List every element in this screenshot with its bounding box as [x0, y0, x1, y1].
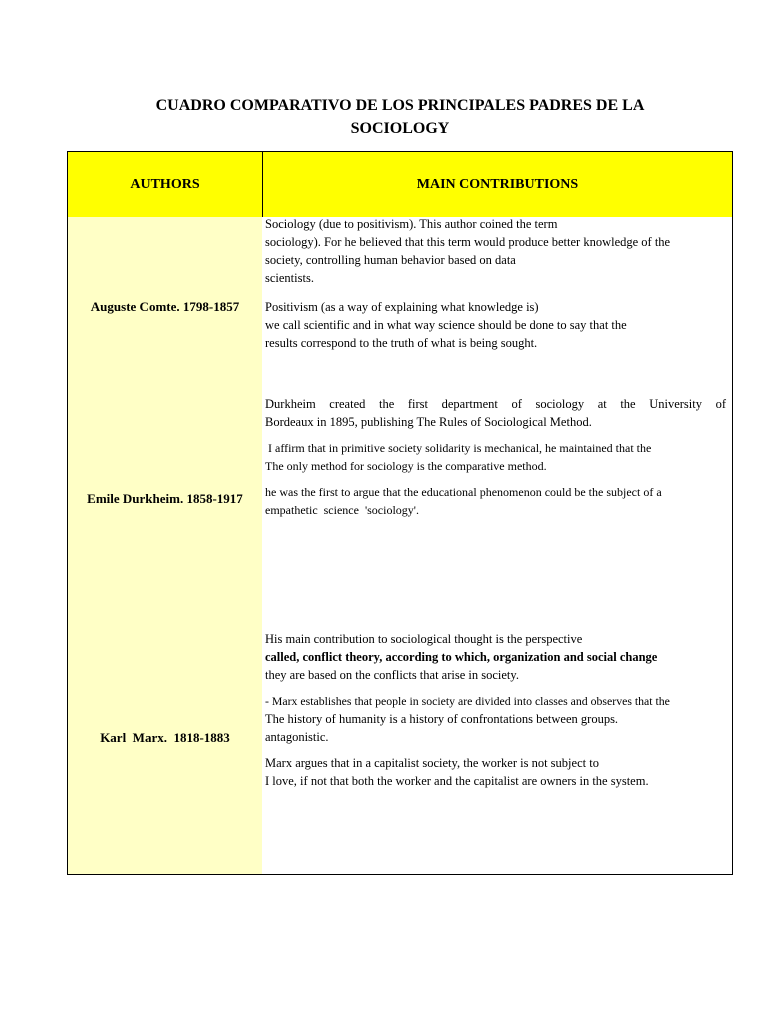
contributions-cell-marx	[262, 602, 733, 875]
text-line: I love, if not that both the worker and the capitalist are owners in the system.	[265, 774, 649, 788]
text-line: results correspond to the truth of what is being sought.	[265, 336, 538, 350]
text-line: His main contribution to sociological thought is the perspective	[265, 632, 583, 646]
text-line: Marx argues that in a capitalist society, the worker is not subject to	[265, 756, 599, 770]
text-line: empathetic science 'sociology'.	[265, 503, 419, 517]
contributions-cell-durkheim	[262, 396, 733, 603]
text-line: we call scientific and in what way science should be done to say that the	[265, 318, 627, 332]
title-line-2: SOCIOLOGY	[350, 120, 450, 137]
text-line: Sociology (due to positivism). This author coined the term	[265, 217, 558, 231]
text-line: they are based on the conflicts that arise in society.	[265, 668, 519, 682]
text-line: Durkheim created the first department of sociology at the University of	[265, 397, 726, 411]
text-line: called, conflict theory, according to which, organization and social change	[265, 650, 658, 664]
header-authors: AUTHORS	[67, 151, 263, 218]
text-line: I affirm that in primitive society solidarity is mechanical, he maintained that the	[265, 441, 652, 455]
text-line: Positivism (as a way of explaining what knowledge is)	[265, 300, 539, 314]
text-line: antagonistic.	[265, 730, 329, 744]
header-main-contributions: MAIN CONTRIBUTIONS	[262, 151, 733, 218]
contributions-cell-comte	[262, 217, 733, 397]
text-line: - Marx establishes that people in society are divided into classes and observes that the	[265, 694, 670, 708]
document-title	[67, 94, 733, 140]
title-line-1: CUADRO COMPARATIVO DE LOS PRINCIPALES PADRES DE LA	[155, 97, 645, 114]
author-cell-comte: Auguste Comte. 1798-1857	[67, 217, 263, 397]
text-line: he was the first to argue that the educational phenomenon could be the subject of a	[265, 485, 662, 499]
text-line: The history of humanity is a history of confrontations between groups.	[265, 712, 619, 726]
text-line: Bordeaux in 1895, publishing The Rules of Sociological Method.	[265, 415, 592, 429]
text-line: society, controlling human behavior based on data	[265, 253, 516, 267]
text-line: The only method for sociology is the comparative method.	[265, 459, 547, 473]
text-line: scientists.	[265, 271, 314, 285]
text-line: sociology). For he believed that this term would produce better knowledge of the	[265, 235, 671, 249]
author-cell-durkheim: Emile Durkheim. 1858-1917	[67, 396, 263, 603]
comparison-table	[67, 151, 733, 875]
author-cell-marx: Karl Marx. 1818-1883	[67, 602, 263, 875]
